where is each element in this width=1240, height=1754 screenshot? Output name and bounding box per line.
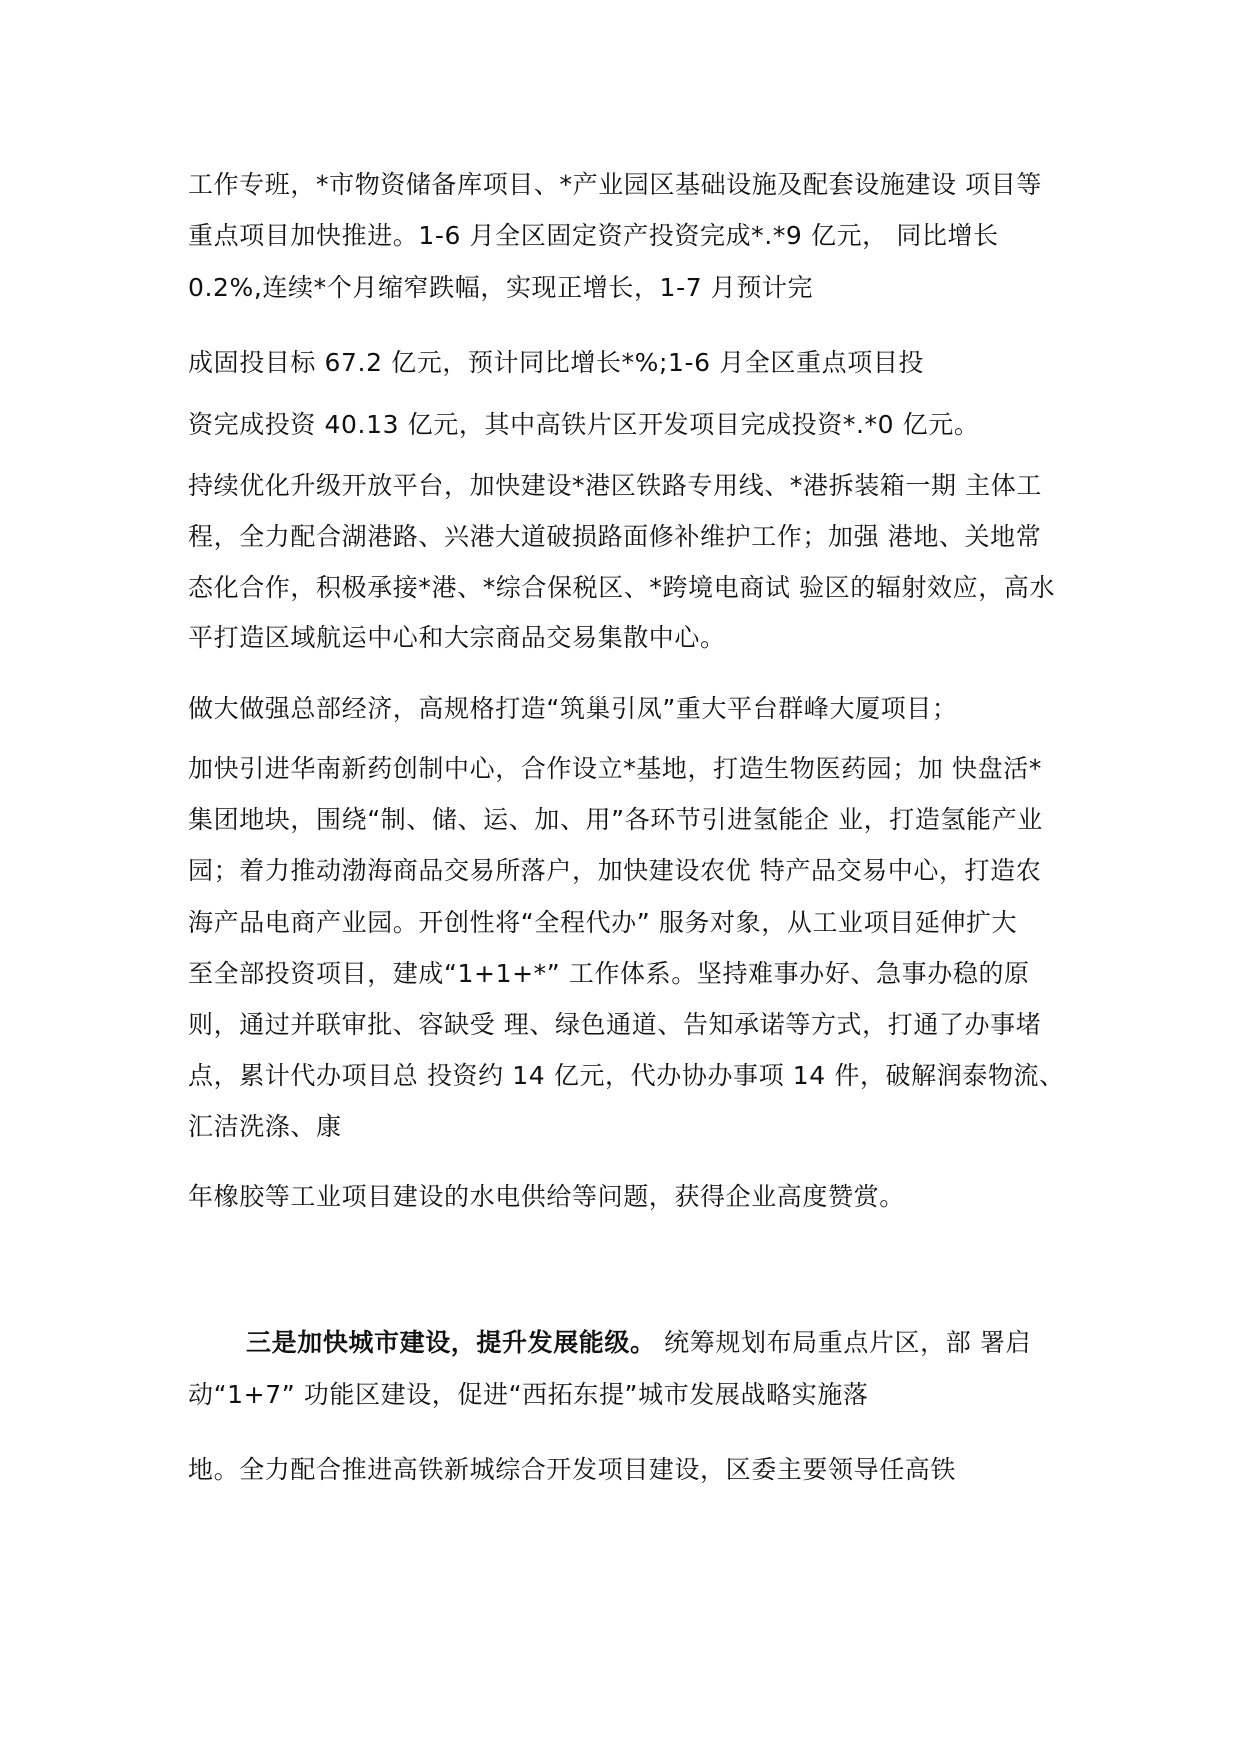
section-3-heading-gap <box>656 1328 665 1357</box>
paragraph-line: 地。全力配合推进高铁新城综合开发项目建设，区委主要领导任高铁 <box>188 1455 957 1484</box>
paragraph-line: 成固投目标 67.2 亿元，预计同比增长*%;1-6 月全区重点项目投 <box>188 348 925 377</box>
paragraph-line: 态化合作，积极承接*港、*综合保税区、*跨境电商试 验区的辐射效应，高水 <box>188 573 1056 602</box>
paragraph-line: 动“1+7” 功能区建设，促进“西拓东提”城市发展战略实施落 <box>188 1380 869 1409</box>
paragraph-line: 工作专班，*市物资储备库项目、*产业园区基础设施及配套设施建设 项目等 <box>188 170 1042 199</box>
paragraph-line: 重点项目加快推进。1-6 月全区固定资产投资完成*.*9 亿元， 同比增长 <box>188 221 999 250</box>
paragraph-line: 资完成投资 40.13 亿元，其中高铁片区开发项目完成投资*.*0 亿元。 <box>188 410 980 439</box>
paragraph-line: 程，全力配合湖港路、兴港大道破损路面修补维护工作；加强 港地、关地常 <box>188 522 1042 551</box>
section-3-text: 统筹规划布局重点片区，部 署启 <box>664 1328 1032 1357</box>
paragraph-line: 海产品电商产业园。开创性将“全程代办” 服务对象，从工业项目延伸扩大 <box>188 908 1018 937</box>
paragraph-line: 园；着力推动渤海商品交易所落户，加快建设农优 特产品交易中心，打造农 <box>188 856 1042 885</box>
section-3-first-line <box>188 1326 1088 1360</box>
paragraph-line: 年橡胶等工业项目建设的水电供给等问题，获得企业高度赞赏。 <box>188 1182 905 1211</box>
paragraph-line: 点，累计代办项目总 投资约 14 亿元，代办协办事项 14 件，破解润泰物流、 <box>188 1061 1065 1090</box>
paragraph-line: 则，通过并联审批、容缺受 理、绿色通道、告知承诺等方式，打通了办事堵 <box>188 1010 1042 1039</box>
paragraph-line: 平打造区域航运中心和大宗商品交易集散中心。 <box>188 623 726 652</box>
section-3-heading: 三是加快城市建设，提升发展能级。 <box>246 1328 656 1357</box>
paragraph-line: 0.2%,连续*个月缩窄跌幅，实现正增长，1-7 月预计完 <box>188 273 814 302</box>
paragraph-line: 加快引进华南新药创制中心，合作设立*基地，打造生物医药园；加 快盘活* <box>188 754 1042 783</box>
paragraph-line: 至全部投资项目，建成“1+1+*” 工作体系。坚持难事办好、急事办稳的原 <box>188 959 1030 988</box>
paragraph-line: 持续优化升级开放平台，加快建设*港区铁路专用线、*港拆装箱一期 主体工 <box>188 471 1042 500</box>
paragraph-line: 汇洁洗涤、康 <box>188 1112 342 1141</box>
paragraph-line: 集团地块，围绕“制、储、运、加、用”各环节引进氢能企 业，打造氢能产业 <box>188 805 1043 834</box>
paragraph-line: 做大做强总部经济，高规格打造“筑巢引凤”重大平台群峰大厦项目； <box>188 694 958 723</box>
